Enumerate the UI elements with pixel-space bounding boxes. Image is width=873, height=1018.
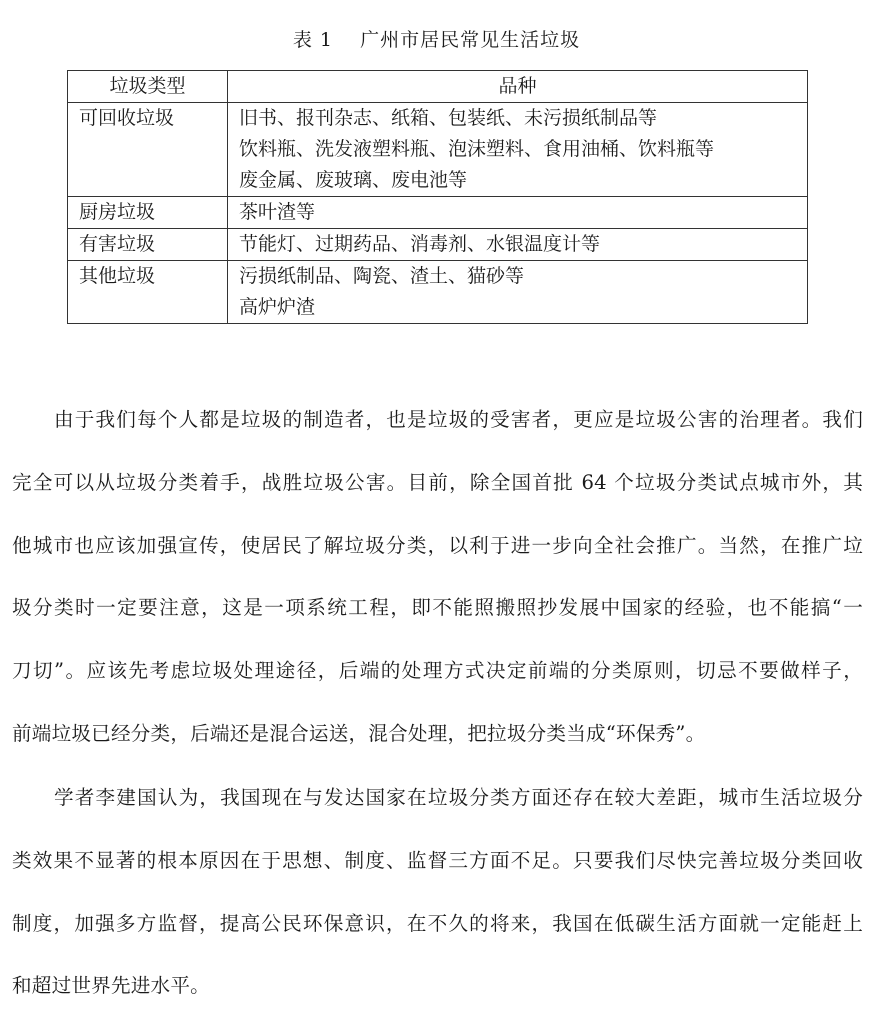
paragraph-line: 他城市也应该加强宣传，使居民了解垃圾分类，以利于进一步向全社会推广。当然，在推广垃 <box>12 533 863 557</box>
body-paragraph <box>12 389 863 766</box>
item-line: 节能灯、过期药品、消毒剂、水银温度计等 <box>239 233 601 255</box>
waste-type-cell: 可回收垃圾 <box>68 103 228 197</box>
paragraph-line: 刀切”。应该先考虑垃圾处理途径，后端的处理方式决定前端的分类原则，切忌不要做样子， <box>12 659 863 683</box>
item-line: 废金属、废玻璃、废电池等 <box>239 169 468 191</box>
table-title: 广州市居民常见生活垃圾 <box>360 29 581 51</box>
waste-items-cell <box>228 261 808 324</box>
paragraph-line: 完全可以从垃圾分类着手，战胜垃圾公害。目前，除全国首批 64 个垃圾分类试点城市外，其 <box>12 470 863 494</box>
table-header-row <box>68 71 808 103</box>
table-caption <box>0 26 873 54</box>
paragraph-line: 制度，加强多方监督，提高公民环保意识，在不久的将来，我国在低碳生活方面就一定能赶上 <box>12 911 863 935</box>
item-line: 污损纸制品、陶瓷、渣土、猫砂等 <box>239 265 525 287</box>
paragraph-line: 类效果不显著的根本原因在于思想、制度、监督三方面不足。只要我们尽快完善垃圾分类回收 <box>12 848 863 872</box>
paragraph-line: 由于我们每个人都是垃圾的制造者，也是垃圾的受害者，更应是垃圾公害的治理者。我们 <box>54 408 863 431</box>
waste-type-cell: 其他垃圾 <box>68 261 228 324</box>
waste-type-cell: 有害垃圾 <box>68 229 228 261</box>
waste-classification-table <box>67 70 808 324</box>
table-row <box>68 197 808 229</box>
waste-type-cell: 厨房垃圾 <box>68 197 228 229</box>
item-line: 高炉炉渣 <box>239 296 316 318</box>
paragraph-line: 学者李建国认为，我国现在与发达国家在垃圾分类方面还存在较大差距，城市生活垃圾分 <box>54 786 863 809</box>
item-line: 饮料瓶、洗发液塑料瓶、泡沫塑料、食用油桶、饮料瓶等 <box>239 138 715 160</box>
header-waste-type: 垃圾类型 <box>68 71 228 103</box>
paragraph-line: 和超过世界先进水平。 <box>12 974 210 998</box>
waste-items-cell <box>228 103 808 197</box>
header-varieties: 品种 <box>228 71 808 103</box>
table-row <box>68 229 808 261</box>
paragraph-line: 圾分类时一定要注意，这是一项系统工程，即不能照搬照抄发展中国家的经验，也不能搞“一 <box>12 596 863 620</box>
table-number: 表 1 <box>292 29 334 51</box>
waste-items-cell <box>228 197 808 229</box>
item-line: 旧书、报刊杂志、纸箱、包装纸、未污损纸制品等 <box>239 107 658 129</box>
paragraph-line: 前端垃圾已经分类，后端还是混合运送，混合处理，把拉圾分类当成“环保秀”。 <box>12 721 706 745</box>
body-paragraph <box>12 767 863 1018</box>
table-row <box>68 261 808 324</box>
waste-items-cell <box>228 229 808 261</box>
table-row <box>68 103 808 197</box>
item-line: 茶叶渣等 <box>239 201 316 223</box>
